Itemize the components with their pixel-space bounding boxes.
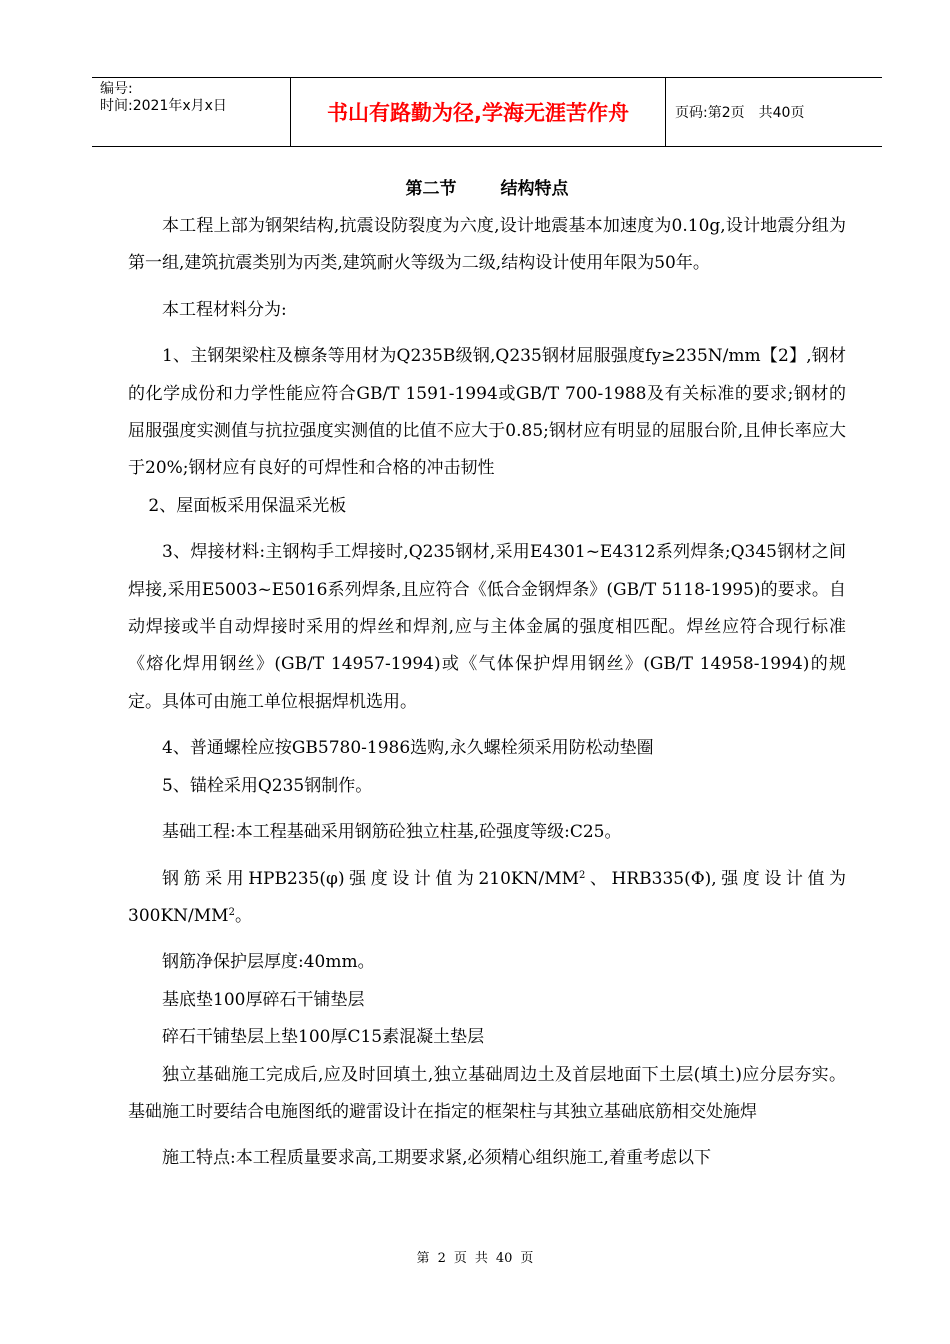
paragraph: 5、锚栓采用Q235钢制作。: [162, 775, 373, 796]
paragraph: 施工特点:本工程质量要求高,工期要求紧,必须精心组织施工,着重考虑以下: [162, 1148, 711, 1169]
footer-text: 共: [474, 1251, 488, 1266]
page-footer: [0, 1247, 950, 1266]
paragraph: 本工程材料分为:: [162, 299, 287, 320]
header-meta: [92, 78, 290, 149]
paragraph: 1、主钢架梁柱及檩条等用材为Q235B级钢,Q235钢材屈服强度fy≥235N/mm【2】,钢材的化学成份和力学性能应符合GB/T 1591-1994或GB/T 700-1988及有关标准的要求;钢材的屈服强度实测值与抗拉强度实测值的比值不应大于0.85;钢材应有明显的屈服台阶,且伸长率应大于20%;钢材应有良好的可焊性和合格的冲击韧性: [128, 346, 846, 479]
paragraph: 碎石干铺垫层上垫100厚C15素混凝土垫层: [162, 1027, 485, 1048]
rebar-text-1: 钢筋采用HPB235(φ)强度设计值为210KN/MM: [162, 868, 580, 889]
paragraph: 钢筋净保护层厚度:40mm。: [162, 952, 375, 973]
paragraph: 本工程上部为钢架结构,抗震设防裂度为六度,设计地震基本加速度为0.10g,设计地震分组为第一组,建筑抗震类别为丙类,建筑耐火等级为二级,结构设计使用年限为50年。: [128, 216, 846, 274]
paragraph: 独立基础施工完成后,应及时回填土,独立基础周边土及首层地面下土层(填土)应分层夯实。基础施工时要结合电施图纸的避雷设计在指定的框架柱与其独立基础底筋相交处施焊: [128, 1064, 846, 1122]
footer-total-pages: 40: [495, 1251, 513, 1266]
page-label: 页码:第2页: [675, 105, 745, 121]
header-page-info: [675, 78, 882, 146]
paragraph: 2、屋面板采用保温采光板: [148, 495, 347, 516]
superscript: 2: [228, 906, 235, 918]
time-label: 时间:2021年x月x日: [100, 98, 227, 114]
paragraph: 4、普通螺栓应按GB5780-1986选购,永久螺栓须采用防松动垫圈: [162, 738, 654, 759]
page-header: [92, 77, 882, 147]
rebar-text-3: 。: [234, 905, 252, 926]
footer-text: 页: [520, 1251, 534, 1266]
header-motto-cell: [290, 78, 666, 146]
section-heading: [128, 174, 846, 204]
total-label: 共40页: [758, 105, 805, 121]
paragraph: 基底垫100厚碎石干铺垫层: [162, 989, 365, 1010]
footer-text: 页: [453, 1251, 467, 1266]
footer-page-number: 2: [437, 1251, 446, 1266]
section-title: 结构特点: [500, 179, 569, 199]
serial-label: 编号:: [100, 81, 133, 97]
footer-text: 第: [416, 1251, 430, 1266]
paragraph: 3、焊接材料:主钢构手工焊接时,Q235钢材,采用E4301~E4312系列焊条;Q345钢材之间焊接,采用E5003~E5016系列焊条,且应符合《低合金钢焊条》(GB/T 5118-1995)的要求。自动焊接或半自动焊接时采用的焊丝和焊剂,应与主体金属的强度相匹配。焊丝应符合现行标准《熔化焊用钢丝》(GB/T 14957-1994)或《气体保护焊用钢丝》(GB/T 14958-1994)的规定。具体可由施工单位根据焊机选用。: [128, 542, 846, 712]
rebar-text-2: 、HRB335(Φ),强度设计值为300KN/MM: [128, 868, 847, 926]
superscript: 2: [579, 869, 586, 881]
paragraph: [128, 861, 846, 936]
document-body: [128, 174, 846, 1178]
paragraph: 基础工程:本工程基础采用钢筋砼独立柱基,砼强度等级:C25。: [162, 822, 622, 843]
section-number: 第二节: [405, 179, 457, 199]
motto: 书山有路勤为径,学海无涯苦作舟: [327, 101, 629, 125]
